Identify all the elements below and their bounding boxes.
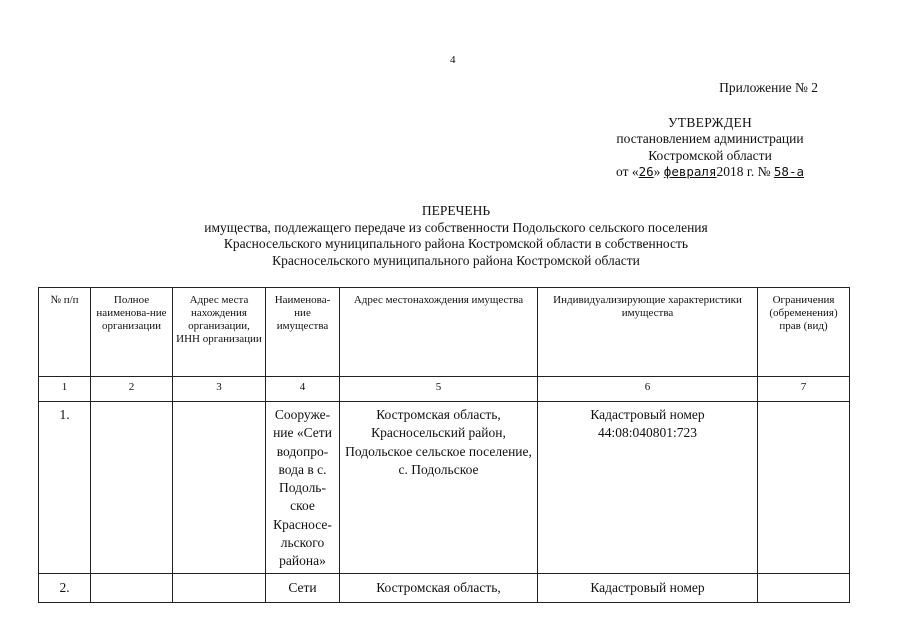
characteristics-cell: Кадастровый номер [538, 573, 758, 602]
characteristics-cell: Кадастровый номер 44:08:040801:723 [538, 402, 758, 574]
property-address-cell: Костромская область, [340, 573, 538, 602]
column-number-cell: 5 [340, 377, 538, 402]
decree-number: 58-а [773, 164, 804, 179]
header-cell: Полное наименова-ние организации [91, 288, 173, 377]
title-line-1: имущества, подлежащего передаче из собственности Подольского сельского поселения [204, 219, 708, 235]
date-prefix: от « [616, 164, 639, 179]
header-cell: Адрес местонахождения имущества [340, 288, 538, 377]
property-name-cell: Сооруже-ние «Сети водопро-вода в с. Подоль-ское Красносе-льского района» [266, 402, 340, 574]
org-name-cell [91, 573, 173, 602]
approval-line-2: Костромской области [648, 147, 772, 163]
date-day: 26 [638, 164, 654, 179]
approval-line-1: постановлением администрации [616, 131, 804, 146]
title-line-2: Красносельского муниципального района Костромской области в собственность [223, 236, 689, 251]
header-cell: Индивидуализирующие характеристики имущества [538, 288, 758, 377]
property-name-cell: Сети [266, 573, 340, 602]
header-cell: Ограничения (обременения) прав (вид) [758, 288, 850, 377]
row-number-cell: 1. [39, 402, 91, 574]
column-number-row [39, 377, 850, 402]
property-address-cell: Костромская область, Красносельский район, Подольское сельское поселение, с. Подольское [340, 402, 538, 574]
column-number-cell: 6 [538, 377, 758, 402]
restrictions-cell [758, 573, 850, 602]
table-row [39, 573, 850, 602]
header-cell: № п/п [39, 288, 91, 377]
org-address-cell [173, 573, 266, 602]
row-number-cell: 2. [39, 573, 91, 602]
date-month: февраля [663, 164, 717, 179]
org-name-cell [91, 402, 173, 574]
table-header-row [39, 288, 850, 377]
column-number-cell: 3 [173, 377, 266, 402]
appendix-label: Приложение № 2 [719, 80, 818, 95]
title-heading: ПЕРЕЧЕНЬ [421, 203, 491, 218]
title-line-3: Красносельского муниципального района Костромской области [272, 252, 640, 268]
org-address-cell [173, 402, 266, 574]
property-table [38, 287, 850, 603]
table-row [39, 402, 850, 574]
page-number: 4 [450, 54, 456, 66]
column-number-cell: 7 [758, 377, 850, 402]
approval-block [560, 80, 860, 181]
column-number-cell: 1 [39, 377, 91, 402]
column-number-cell: 4 [266, 377, 340, 402]
date-year: 2018 г. № [716, 164, 774, 179]
approval-date-line [560, 164, 860, 181]
column-number-cell: 2 [91, 377, 173, 402]
restrictions-cell [758, 402, 850, 574]
document-title [100, 203, 812, 269]
header-cell: Адрес места нахождения организации, ИНН организации [173, 288, 266, 377]
date-mid: » [653, 164, 664, 179]
header-cell: Наименова-ние имущества [266, 288, 340, 377]
approved-label: УТВЕРЖДЕН [667, 114, 753, 130]
